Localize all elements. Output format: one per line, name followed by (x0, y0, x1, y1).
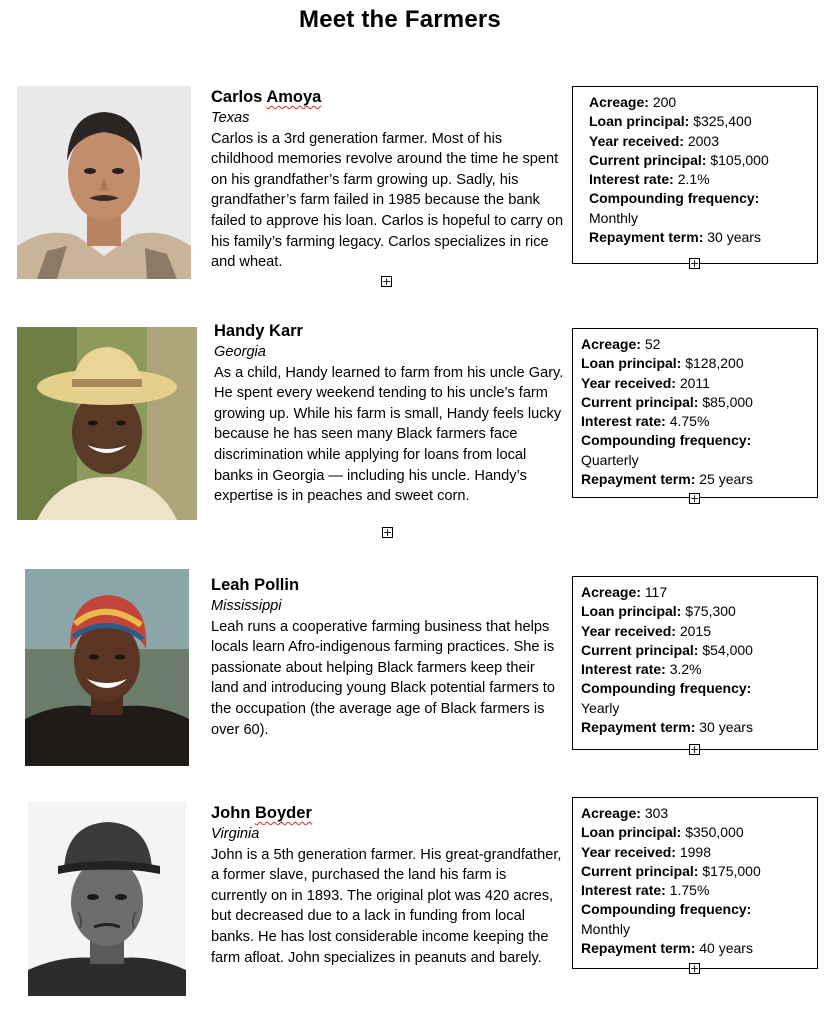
expand-handle-icon[interactable]: + (690, 257, 700, 270)
year-received-row: Year received: 2003 (589, 132, 720, 149)
farmer-photo-john (28, 802, 186, 996)
loan-principal-row: Loan principal: $128,200 (581, 355, 744, 372)
loan-stats-box-carlos (572, 86, 818, 264)
expand-handle-icon[interactable]: + (690, 492, 700, 505)
farmer-photo-leah (25, 569, 189, 766)
year-received-row: Year received: 2015 (581, 622, 712, 639)
interest-rate-row: Interest rate: 2.1% (589, 171, 710, 188)
farmer-bio-john (211, 803, 566, 968)
loan-principal-row: Loan principal: $325,400 (589, 113, 752, 130)
repayment-term-row: Repayment term: 30 years (589, 229, 761, 246)
loan-stats-box-handy (572, 328, 818, 498)
farmer-description: Carlos is a 3rd generation farmer. Most of his childhood memories revolve around the time he spent on his grandfather’s farm growing up. Sadly, his grandfather’s farm failed in 1985 because the bank failed to approve his loan. Carlos is hopeful to carry on his family’s farming legacy. Carlos specializes in rice and wheat. (211, 130, 564, 271)
farmer-state: Georgia (214, 344, 266, 360)
farmer-state: Texas (211, 110, 250, 126)
page-title: Meet the Farmers (299, 6, 501, 33)
acreage-row: Acreage: 200 (589, 94, 677, 110)
expand-handle-icon[interactable]: + (690, 743, 700, 756)
farmer-name: Carlos Amoya (211, 88, 322, 106)
repayment-term-row: Repayment term: 25 years (581, 471, 753, 488)
year-received-row: Year received: 1998 (581, 843, 712, 860)
farmer-description: John is a 5th generation farmer. His great-grandfather, a former slave, purchased the land his farm is currently on in 1893. The original plot was 420 acres, but decreased due to a lack in funding from local banks. He has lost considerable income keeping the farm afloat. John specializes in peanuts and barely. (211, 846, 562, 966)
farmer-name: Handy Karr (214, 322, 303, 340)
farmer-bio-handy (214, 321, 569, 507)
current-principal-row: Current principal: $54,000 (581, 641, 753, 658)
current-principal-row: Current principal: $175,000 (581, 862, 761, 879)
expand-handle-icon[interactable]: + (382, 275, 392, 288)
farmer-bio-leah (211, 575, 566, 740)
loan-stats-box-leah (572, 576, 818, 750)
expand-handle-icon[interactable]: + (690, 962, 700, 975)
current-principal-row: Current principal: $85,000 (581, 393, 753, 410)
repayment-term-row: Repayment term: 40 years (581, 940, 753, 957)
farmer-description: Leah runs a cooperative farming business that helps locals learn Afro-indigenous farming practices. She is passionate about helping Black farmers keep their land and introducing young Black potential farmers to the occupation (the average age of Black farmers is over 60). (211, 618, 555, 738)
current-principal-row: Current principal: $105,000 (589, 151, 769, 168)
compounding-frequency-row: Compounding frequency: Yearly (581, 680, 752, 716)
compounding-frequency-row: Compounding frequency: Monthly (589, 190, 760, 226)
acreage-row: Acreage: 303 (581, 805, 669, 821)
acreage-row: Acreage: 117 (581, 584, 668, 600)
compounding-frequency-row: Compounding frequency: Quarterly (581, 432, 752, 468)
farmer-photo-handy (17, 327, 197, 520)
farmer-name: Leah Pollin (211, 576, 300, 594)
farmer-photo-carlos (17, 86, 191, 279)
acreage-row: Acreage: 52 (581, 336, 661, 352)
loan-principal-row: Loan principal: $75,300 (581, 603, 736, 620)
farmer-description: As a child, Handy learned to farm from his uncle Gary. He spent every weekend tending to his uncle’s farm growing up. While his farm is small, Handy feels lucky because he has seen many Black farmers face discrimination while applying for loans from local banks in Georgia — including his uncle. Handy’s expertise is in peaches and sweet corn. (214, 364, 564, 505)
interest-rate-row: Interest rate: 4.75% (581, 413, 710, 430)
year-received-row: Year received: 2011 (581, 374, 710, 391)
expand-handle-icon[interactable]: + (383, 526, 393, 539)
interest-rate-row: Interest rate: 3.2% (581, 661, 702, 678)
repayment-term-row: Repayment term: 30 years (581, 719, 753, 736)
farmer-bio-carlos (211, 87, 566, 273)
farmer-state: Virginia (211, 826, 260, 842)
farmer-name: John Boyder (211, 804, 312, 822)
interest-rate-row: Interest rate: 1.75% (581, 882, 710, 899)
loan-stats-box-john (572, 797, 818, 969)
compounding-frequency-row: Compounding frequency: Monthly (581, 901, 752, 937)
farmer-state: Mississippi (211, 598, 282, 614)
loan-principal-row: Loan principal: $350,000 (581, 824, 744, 841)
